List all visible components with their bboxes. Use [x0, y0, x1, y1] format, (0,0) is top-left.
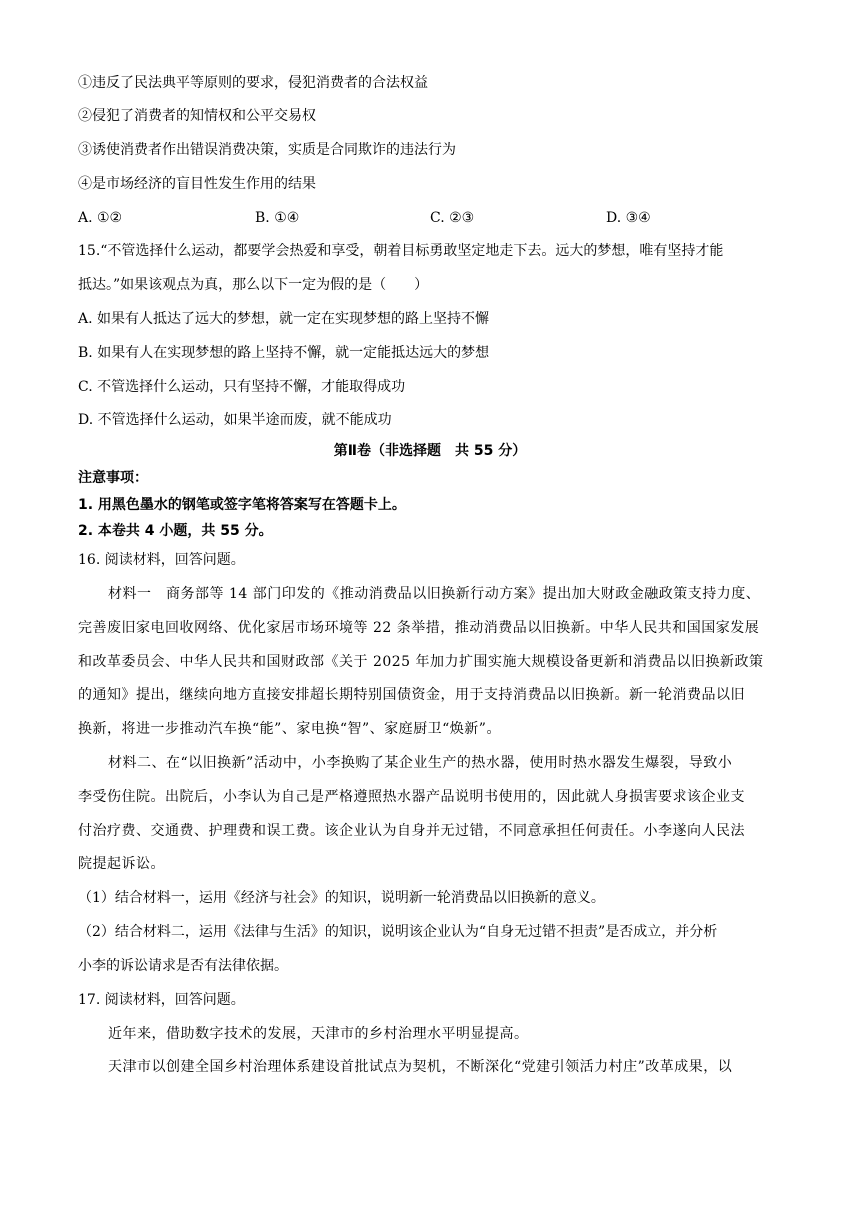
q17-paragraph-1: 近年来，借助数字技术的发展，天津市的乡村治理水平明显提高。	[108, 1026, 529, 1042]
q14-item-3: ③诱使消费者作出错误消费决策，实质是合同欺诈的违法行为	[78, 142, 456, 158]
q16-subquestion-2-line-1: （2）结合材料二，运用《法律与生活》的知识，说明该企业认为“自身无过错不担责”是否成立，并分析	[78, 924, 718, 940]
q14-option-d: D. ③④	[606, 210, 651, 226]
q16-material2-line-3: 付治疗费、交通费、护理费和误工费。该企业认为自身并无过错，不同意承担任何责任。小李遂向人民法	[78, 823, 745, 839]
notice-item-2: 2. 本卷共 4 小题，共 55 分。	[78, 523, 273, 539]
q15-stem-line-1: 15.“不管选择什么运动，都要学会热爱和享受，朝着目标勇敢坚定地走下去。远大的梦想，唯有坚持才能	[78, 243, 724, 259]
q14-item-2: ②侵犯了消费者的知情权和公平交易权	[78, 108, 316, 124]
q14-option-c: C. ②③	[430, 210, 475, 226]
q15-option-a: A. 如果有人抵达了远大的梦想，就一定在实现梦想的路上坚持不懈	[78, 311, 490, 327]
q15-option-d: D. 不管选择什么运动，如果半途而废，就不能成功	[78, 412, 392, 428]
q16-material2-line-4: 院提起诉讼。	[78, 856, 165, 872]
notice-heading: 注意事项：	[78, 470, 148, 486]
q14-option-b: B. ①④	[255, 210, 300, 226]
q16-material2-line-2: 李受伤住院。出院后，小李认为自己是严格遵照热水器产品说明书使用的，因此就人身损害要求该企业支	[78, 789, 745, 805]
q16-stem: 16. 阅读材料，回答问题。	[78, 552, 245, 568]
q16-material1-line-5: 换新，将进一步推动汽车换“能”、家电换“智”、家庭厨卫“焕新”。	[78, 721, 501, 737]
q16-material2-line-1: 材料二、在“以旧换新”活动中，小李换购了某企业生产的热水器，使用时热水器发生爆裂，导致小	[108, 755, 733, 771]
q16-material1-line-1: 材料一 商务部等 14 部门印发的《推动消费品以旧换新行动方案》提出加大财政金融政策支持力度、	[108, 586, 761, 602]
q14-item-1: ①违反了民法典平等原则的要求，侵犯消费者的合法权益	[78, 75, 428, 91]
q16-subquestion-1: （1）结合材料一，运用《经济与社会》的知识，说明新一轮消费品以旧换新的意义。	[78, 890, 605, 906]
q14-item-4: ④是市场经济的盲目性发生作用的结果	[78, 176, 316, 192]
notice-item-1: 1. 用黑色墨水的钢笔或签字笔将答案写在答题卡上。	[78, 497, 406, 513]
q16-subquestion-2-line-2: 小李的诉讼请求是否有法律依据。	[78, 958, 288, 974]
q15-option-b: B. 如果有人在实现梦想的路上坚持不懈，就一定能抵达远大的梦想	[78, 345, 490, 361]
q14-option-a: A. ①②	[78, 210, 123, 226]
section-title: 第Ⅱ卷（非选择题 共 55 分）	[333, 443, 527, 459]
q16-material1-line-2: 完善废旧家电回收网络、优化家居市场环境等 22 条举措，推动消费品以旧换新。中华人民共和国国家发展	[78, 620, 760, 636]
q17-stem: 17. 阅读材料，回答问题。	[78, 992, 245, 1008]
q15-option-c: C. 不管选择什么运动，只有坚持不懈，才能取得成功	[78, 379, 406, 395]
q15-stem-line-2: 抵达。”如果该观点为真，那么以下一定为假的是（ ）	[78, 277, 429, 293]
q16-material1-line-4: 的通知》提出，继续向地方直接安排超长期特别国债资金，用于支持消费品以旧换新。新一轮消费品以旧	[78, 687, 745, 703]
q17-paragraph-2: 天津市以创建全国乡村治理体系建设首批试点为契机，不断深化“党建引领活力村庄”改革成果，以	[108, 1059, 733, 1075]
q16-material1-line-3: 和改革委员会、中华人民共和国财政部《关于 2025 年加力扩围实施大规模设备更新和消费品以旧换新政策	[78, 654, 764, 670]
